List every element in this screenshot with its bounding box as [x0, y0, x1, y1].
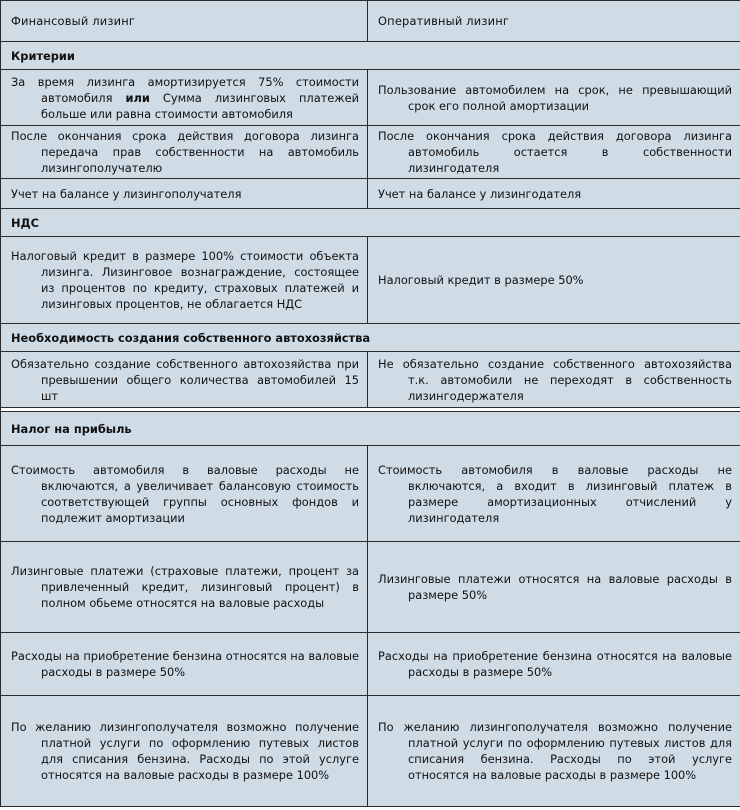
cell-text: Не обязательно создание собственного автохозяйства т.к. автомобили не переходят в собственность лизингодержателя: [378, 356, 732, 403]
vat-operating-cell: [368, 237, 740, 324]
criteria-operating-cell-3: [368, 179, 740, 209]
fleet-financial-cell: [1, 352, 368, 408]
cell-text-part: За время лизинга амортизируется 75% стоимости автомобиля: [11, 74, 359, 105]
cell-text: По желанию лизингополучателя возможно получение платной услуги по оформлению путевых листов для списания бензина. Расходы по этой услуге относятся на валовые расходы в размере 100%: [378, 720, 732, 782]
section-row: [1, 412, 740, 446]
table-row: [1, 70, 740, 126]
fleet-operating-cell: [368, 352, 740, 408]
profit-operating-cell-2: [368, 542, 740, 633]
section-fleet-title: Необходимость создания собственного автохозяйства: [1, 324, 740, 352]
cell-text: По желанию лизингополучателя возможно получение платной услуги по оформлению путевых листов для списания бензина. Расходы по этой услуге относятся на валовые расходы в размере 100%: [11, 720, 359, 782]
criteria-financial-cell-2: [1, 126, 368, 179]
table-row: [1, 179, 740, 209]
vat-financial-cell: [1, 237, 368, 324]
profit-operating-cell-3: [368, 633, 740, 696]
profit-operating-cell-1: [368, 446, 740, 542]
cell-text: Учет на балансе у лизингополучателя: [11, 186, 242, 201]
cell-text-emphasis: или: [125, 90, 150, 105]
header-operating-leasing: Оперативный лизинг: [368, 1, 740, 42]
section-criteria-title: Критерии: [1, 42, 740, 70]
cell-text: Расходы на приобретение бензина относятся на валовые расходы в размере 50%: [11, 649, 359, 679]
cell-text: [11, 74, 359, 122]
cell-text: После окончания срока действия договора лизинга автомобиль остается в собственности лизингодателя: [378, 129, 732, 175]
section-row: [1, 42, 740, 70]
section-row: [1, 324, 740, 352]
table-row: [1, 633, 740, 696]
section-profit-title: Налог на прибыль: [1, 412, 740, 446]
table-row: [1, 237, 740, 324]
profit-financial-cell-4: [1, 696, 368, 807]
cell-text: Расходы на приобретение бензина относятся на валовые расходы в размере 50%: [378, 649, 732, 679]
criteria-operating-cell-2: [368, 126, 740, 179]
cell-text-part: Сумма лизинговых платежей больше или равна стоимости автомобиля: [41, 90, 359, 121]
cell-text: Стоимость автомобиля в валовые расходы не включаются, а увеличивает балансовую стоимость соответствующей группы основных фондов и подлежит амортизации: [11, 462, 359, 525]
cell-text: После окончания срока действия договора лизинга передача прав собственности на автомобиль лизингополучателю: [11, 129, 359, 175]
table-row: [1, 446, 740, 542]
cell-text: Лизинговые платежи (страховые платежи, процент за привлеченный кредит, лизинговый процент) в полном обьеме относятся на валовые расходы: [11, 564, 359, 610]
profit-financial-cell-3: [1, 633, 368, 696]
cell-text: Налоговый кредит в размере 50%: [378, 273, 584, 287]
cell-text: Учет на балансе у лизингодателя: [378, 186, 582, 201]
profit-operating-cell-4: [368, 696, 740, 807]
table-row: [1, 126, 740, 179]
criteria-financial-cell-3: [1, 179, 368, 209]
criteria-operating-cell-1: [368, 70, 740, 126]
header-financial-leasing: Финансовый лизинг: [1, 1, 368, 42]
table-row: [1, 542, 740, 633]
table-row: [1, 352, 740, 408]
cell-text: Налоговый кредит в размере 100% стоимости объекта лизинга. Лизинговое вознаграждение, состоящее из процентов по кредиту, страховых платежей и лизинговых процентов, не облагается НДС: [11, 249, 359, 311]
criteria-financial-cell-1: [1, 70, 368, 126]
section-vat-title: НДС: [1, 209, 740, 237]
table-row: [1, 696, 740, 807]
section-row: [1, 209, 740, 237]
cell-text: Стоимость автомобиля в валовые расходы не включаются, а входит в лизинговый платеж в размере амортизационных отчислений у лизингодателя: [378, 462, 732, 525]
profit-financial-cell-2: [1, 542, 368, 633]
profit-financial-cell-1: [1, 446, 368, 542]
cell-text: Лизинговые платежи относятся на валовые расходы в размере 50%: [378, 572, 732, 602]
cell-text: Обязательно создание собственного автохозяйства при превышении общего количества автомобилей 15 шт: [11, 356, 359, 403]
column-header-row: [1, 1, 740, 42]
cell-text: Пользование автомобилем на срок, не превышающий срок его полной амортизации: [378, 82, 732, 113]
